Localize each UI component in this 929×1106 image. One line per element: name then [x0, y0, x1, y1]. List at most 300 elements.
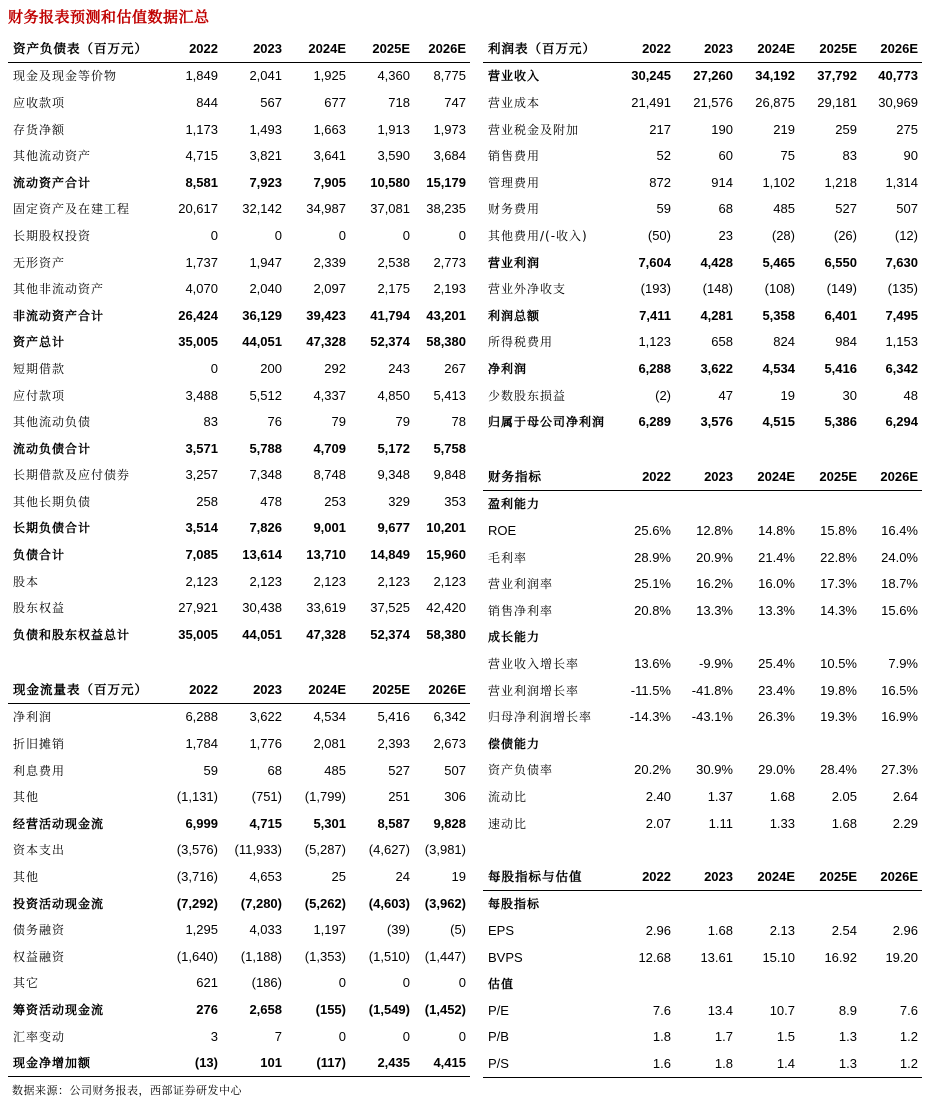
row-label: 长期负债合计 [13, 521, 92, 536]
column-header: 2025E [799, 863, 861, 890]
table-cell: 984 [835, 334, 857, 350]
table-cell: 52 [656, 148, 671, 164]
table-cell: 6,294 [885, 414, 918, 430]
table-title: 现金流量表（百万元） [8, 676, 170, 703]
table-cell: 567 [260, 94, 282, 110]
table-row [8, 329, 470, 356]
table-cell: 16.0% [758, 576, 795, 592]
table-cell: 13.3% [758, 602, 795, 618]
table-cell: 4,070 [185, 281, 218, 297]
table-row [483, 650, 922, 677]
table-cell [737, 624, 799, 651]
table-cell: 6,401 [824, 307, 857, 323]
table-cell: 90 [903, 148, 918, 164]
table-cell: 527 [835, 201, 857, 217]
table-row [8, 890, 470, 917]
table-row [483, 597, 922, 624]
row-label: 其他长期负债 [13, 494, 92, 509]
table-cell: 8,581 [185, 174, 218, 190]
table-cell: 30.9% [696, 762, 733, 778]
table-cell: 1,776 [249, 735, 282, 751]
table-cell [623, 730, 675, 757]
data-source-note: 数据来源：公司财务报表，西部证券研发中心 [12, 1084, 242, 1097]
table-cell: 1.33 [769, 815, 795, 831]
row-label: P/B [488, 1029, 509, 1045]
row-label: 估值 [488, 977, 515, 992]
row-label: 少数股东损益 [488, 388, 567, 403]
table-cell: 1,295 [185, 922, 218, 938]
table-cell: (751) [251, 789, 282, 805]
table-cell: 527 [388, 762, 410, 778]
table-cell: 3 [210, 1028, 218, 1044]
table-cell: 10,201 [426, 520, 466, 536]
table-cell: -14.3% [629, 709, 671, 725]
table-cell: 1,314 [885, 174, 918, 190]
table-cell: 20,617 [178, 201, 218, 217]
table-cell: 2,123 [433, 573, 466, 589]
table-cell: 18.7% [881, 576, 918, 592]
table-cell: 17.3% [820, 576, 857, 592]
table-cell: 1.3 [799, 1050, 861, 1077]
table-cell: 217 [649, 121, 671, 137]
row-label: 投资活动现金流 [13, 896, 105, 911]
table-cell: (50) [647, 227, 671, 243]
table-row [483, 382, 922, 409]
table-row [8, 302, 470, 329]
balance-sheet-table [8, 35, 470, 648]
table-cell: 0 [210, 227, 218, 243]
table-cell: 47,328 [306, 626, 346, 642]
row-label: 现金及现金等价物 [13, 69, 118, 84]
table-cell: 9,677 [377, 520, 410, 536]
row-label: 营业收入 [488, 69, 541, 84]
table-cell: 2,097 [313, 281, 346, 297]
table-cell: 16.2% [696, 576, 733, 592]
table-cell: 47,328 [306, 334, 346, 350]
table-cell: 27,260 [693, 68, 733, 84]
table-cell: 19.20 [885, 949, 918, 965]
table-cell: 7.9% [888, 655, 918, 671]
table-cell: 1,218 [824, 174, 857, 190]
table-cell: 2.96 [645, 922, 671, 938]
table-cell: 1,102 [762, 174, 795, 190]
table-cell: 30,969 [878, 94, 918, 110]
table-cell: 2,041 [249, 68, 282, 84]
table-row [8, 730, 470, 757]
table-cell: 9,848 [433, 467, 466, 483]
table-row [483, 997, 922, 1024]
table-cell: 79 [331, 414, 346, 430]
table-cell [623, 970, 675, 997]
table-title: 每股指标与估值 [483, 863, 623, 890]
table-cell: 16.4% [881, 522, 918, 538]
row-label: 现金净增加额 [8, 1049, 170, 1076]
table-cell: 16.5% [881, 682, 918, 698]
row-label: 其他费用/(-收入) [488, 228, 588, 243]
table-cell: 2.05 [831, 788, 857, 804]
table-cell: 4,033 [249, 922, 282, 938]
table-cell: 4,515 [762, 414, 795, 430]
row-label: 负债合计 [13, 548, 66, 563]
row-label: 股东权益 [13, 601, 66, 616]
table-row [8, 757, 470, 784]
column-header: 2025E [799, 35, 861, 62]
table-cell: 2,393 [377, 735, 410, 751]
table-cell: 9,348 [377, 467, 410, 483]
row-label: 归属于母公司净利润 [488, 415, 606, 430]
per-share-valuation-table [483, 863, 922, 1078]
row-label: 营业利润 [488, 255, 541, 270]
table-cell: 25.6% [634, 522, 671, 538]
table-cell: 5,788 [249, 440, 282, 456]
table-cell: 79 [395, 414, 410, 430]
table-cell: 4,850 [377, 387, 410, 403]
table-cell: 21.4% [758, 549, 795, 565]
column-header: 2022 [170, 35, 222, 62]
income-statement-table [483, 35, 922, 435]
table-cell: (155) [315, 1001, 346, 1017]
row-label: 营业利润增长率 [488, 683, 580, 698]
table-cell: (148) [702, 281, 733, 297]
column-header: 2024E [737, 863, 799, 890]
table-cell: 7,495 [885, 307, 918, 323]
column-header: 2025E [350, 676, 414, 703]
table-cell: -43.1% [691, 709, 733, 725]
row-label: 长期借款及应付债券 [13, 468, 131, 483]
table-header-row [483, 35, 922, 62]
table-cell: -9.9% [699, 655, 733, 671]
table-cell: 0 [458, 975, 466, 991]
table-cell: 3,257 [185, 467, 218, 483]
table-cell: 4,281 [700, 307, 733, 323]
table-cell: 14,849 [370, 547, 410, 563]
table-cell: 42,420 [426, 600, 466, 616]
row-label: 流动资产合计 [13, 175, 92, 190]
column-header: 2024E [286, 35, 350, 62]
table-cell: 2.64 [892, 788, 918, 804]
column-header: 2025E [350, 35, 414, 62]
row-label: P/E [488, 1002, 509, 1018]
table-cell: 21,576 [693, 94, 733, 110]
table-cell: 1,123 [638, 334, 671, 350]
table-cell: 7,630 [885, 254, 918, 270]
table-cell: 13,614 [242, 547, 282, 563]
table-cell: 6,289 [638, 414, 671, 430]
table-cell: 16.92 [824, 949, 857, 965]
table-cell: 1.37 [707, 788, 733, 804]
column-header: 2022 [623, 35, 675, 62]
table-cell [737, 490, 799, 517]
table-row [8, 408, 470, 435]
table-cell: 1,913 [377, 121, 410, 137]
table-cell: (149) [826, 281, 857, 297]
table-cell: (26) [833, 227, 857, 243]
table-cell: 1.6 [623, 1050, 675, 1077]
table-cell: 1,493 [249, 121, 282, 137]
table-cell: 485 [324, 762, 346, 778]
table-cell: 30,245 [631, 68, 671, 84]
table-cell: 276 [196, 1001, 218, 1017]
table-row [8, 837, 470, 864]
table-cell: 7,905 [313, 174, 346, 190]
table-cell: 914 [711, 174, 733, 190]
row-label: 长期股权投资 [13, 228, 92, 243]
table-cell: 0 [402, 227, 410, 243]
row-label: 其它 [13, 976, 40, 991]
table-cell: 5,358 [762, 307, 795, 323]
page-title: 财务报表预测和估值数据汇总 [8, 8, 210, 26]
table-cell: 14.8% [758, 522, 795, 538]
table-row [483, 757, 922, 784]
table-cell: 3,488 [185, 387, 218, 403]
table-cell: (3,962) [424, 895, 466, 911]
table-cell: (1,353) [304, 948, 346, 964]
table-cell: (1,452) [424, 1001, 466, 1017]
table-cell: 75 [780, 148, 795, 164]
table-cell: 1,663 [313, 121, 346, 137]
table-row [483, 703, 922, 730]
table-cell: 7.6 [652, 1002, 671, 1018]
table-cell: 13,710 [306, 547, 346, 563]
table-cell: 1,973 [433, 121, 466, 137]
table-cell: 29.0% [758, 762, 795, 778]
table-row [8, 488, 470, 515]
table-row [483, 810, 922, 837]
table-cell: 44,051 [242, 626, 282, 642]
table-cell [861, 970, 922, 997]
table-cell [799, 730, 861, 757]
table-row [8, 541, 470, 568]
row-label: 流动比 [488, 789, 528, 804]
table-cell: 2.07 [645, 815, 671, 831]
table-row [483, 783, 922, 810]
column-header: 2024E [737, 463, 799, 490]
table-row [483, 570, 922, 597]
table-cell: 2.29 [892, 815, 918, 831]
table-cell: 22.8% [820, 549, 857, 565]
table-cell: 1.8 [652, 1029, 671, 1045]
table-cell: 507 [444, 762, 466, 778]
table-cell: 2.40 [645, 788, 671, 804]
table-cell: 15,960 [426, 547, 466, 563]
table-cell: (2) [655, 387, 671, 403]
table-row [8, 169, 470, 196]
table-cell: 259 [835, 121, 857, 137]
table-cell: 25.4% [758, 655, 795, 671]
table-cell: 20.8% [634, 602, 671, 618]
table-cell: 3,514 [185, 520, 218, 536]
table-cell: 28.4% [820, 762, 857, 778]
table-cell: 20.9% [696, 549, 733, 565]
table-cell: 6,288 [638, 360, 671, 376]
row-label: 管理费用 [488, 175, 541, 190]
table-cell: 19.8% [820, 682, 857, 698]
table-cell: 1.68 [707, 922, 733, 938]
table-cell: (186) [251, 975, 282, 991]
table-cell: 0 [338, 975, 346, 991]
table-cell: 5,301 [313, 815, 346, 831]
table-cell: 78 [451, 414, 466, 430]
table-cell [799, 490, 861, 517]
table-row [8, 594, 470, 621]
row-label: 短期借款 [13, 361, 66, 376]
table-cell: 43,201 [426, 307, 466, 323]
table-cell: (1,549) [368, 1001, 410, 1017]
table-cell [737, 970, 799, 997]
table-cell: (12) [894, 227, 918, 243]
table-cell [737, 890, 799, 917]
table-row [483, 142, 922, 169]
table-cell: 7.6 [899, 1002, 918, 1018]
table-cell: (28) [771, 227, 795, 243]
table-cell: 3,622 [249, 709, 282, 725]
table-cell: 48 [903, 387, 918, 403]
table-cell: 4,534 [762, 360, 795, 376]
table-row [483, 355, 922, 382]
table-cell: 2.54 [831, 922, 857, 938]
table-row [8, 462, 470, 489]
table-cell: (135) [887, 281, 918, 297]
table-cell: 27,921 [178, 600, 218, 616]
table-row [483, 970, 922, 997]
table-row [8, 355, 470, 382]
table-cell [623, 890, 675, 917]
table-cell [799, 624, 861, 651]
table-cell: (3,716) [176, 868, 218, 884]
table-cell: 2,193 [433, 281, 466, 297]
table-cell: 4,709 [313, 440, 346, 456]
table-cell: (5,287) [304, 842, 346, 858]
table-cell: 478 [260, 493, 282, 509]
row-label: 利润总额 [488, 308, 541, 323]
row-label: 利息费用 [13, 763, 66, 778]
table-cell: -41.8% [691, 682, 733, 698]
table-cell: 1,947 [249, 254, 282, 270]
table-cell: 60 [718, 148, 733, 164]
table-cell: 30,438 [242, 600, 282, 616]
table-cell: 3,641 [313, 148, 346, 164]
table-cell: (1,510) [368, 948, 410, 964]
table-cell: 4,534 [313, 709, 346, 725]
table-row [483, 196, 922, 223]
table-cell: 3,590 [377, 148, 410, 164]
table-cell: (1,799) [304, 789, 346, 805]
table-cell: 1.11 [708, 815, 733, 831]
table-row [8, 621, 470, 648]
table-row [483, 624, 922, 651]
table-cell: 0 [338, 1028, 346, 1044]
table-cell: 7,411 [639, 307, 671, 323]
table-row [8, 1049, 470, 1076]
table-row [483, 890, 922, 917]
table-cell: 9,001 [313, 520, 346, 536]
table-cell: 7 [274, 1028, 282, 1044]
row-label: 资产总计 [13, 335, 66, 350]
row-label: 流动负债合计 [13, 441, 92, 456]
table-cell: 5,758 [433, 440, 466, 456]
table-cell: 1,153 [885, 334, 918, 350]
table-cell: 275 [896, 121, 918, 137]
row-label: 折旧摊销 [13, 736, 66, 751]
table-row [8, 863, 470, 890]
table-cell [675, 890, 737, 917]
table-cell: 26,424 [178, 307, 218, 323]
row-label: 财务费用 [488, 202, 541, 217]
table-cell: 35,005 [178, 626, 218, 642]
table-cell: (1,640) [176, 948, 218, 964]
table-cell: 15,179 [426, 174, 466, 190]
table-row [483, 275, 922, 302]
table-cell: 2,435 [350, 1049, 414, 1076]
table-cell: 2,123 [377, 573, 410, 589]
table-cell: 25 [331, 868, 346, 884]
table-row [483, 222, 922, 249]
table-cell: (1,447) [424, 948, 466, 964]
table-cell: 6,999 [185, 815, 218, 831]
table-cell: 58,380 [426, 334, 466, 350]
table-cell: (5,262) [304, 895, 346, 911]
table-row [8, 196, 470, 223]
table-cell: 0 [458, 1028, 466, 1044]
table-row [8, 275, 470, 302]
column-header: 2023 [675, 863, 737, 890]
table-cell: 3,684 [433, 148, 466, 164]
table-cell: 15.6% [881, 602, 918, 618]
table-cell: (11,933) [234, 842, 282, 858]
table-cell: 6,550 [824, 254, 857, 270]
row-label: ROE [488, 522, 517, 538]
row-label: 存货净额 [13, 122, 66, 137]
table-cell: 243 [388, 360, 410, 376]
table-row [483, 62, 922, 89]
table-row [8, 703, 470, 730]
table-cell: (39) [386, 922, 410, 938]
table-cell: 251 [388, 789, 410, 805]
row-label: 其他流动资产 [13, 149, 92, 164]
row-label: 固定资产及在建工程 [13, 202, 131, 217]
table-cell: 0 [210, 360, 218, 376]
table-cell: 621 [196, 975, 218, 991]
table-cell: 68 [718, 201, 733, 217]
table-cell: 2,175 [377, 281, 410, 297]
table-cell [861, 490, 922, 517]
table-cell: (4,603) [368, 895, 410, 911]
row-label: 偿债能力 [488, 736, 541, 751]
table-cell: 5,413 [433, 387, 466, 403]
table-cell: 37,792 [817, 68, 857, 84]
column-header: 2026E [861, 463, 922, 490]
table-cell: 10.5% [820, 655, 857, 671]
table-row [8, 222, 470, 249]
table-cell: 41,794 [370, 307, 410, 323]
table-cell: 1.3 [838, 1029, 857, 1045]
financial-indicators-table [483, 463, 922, 836]
table-cell: 47 [718, 387, 733, 403]
table-cell: 2,673 [433, 735, 466, 751]
table-cell: 5,386 [824, 414, 857, 430]
table-cell: 1,925 [313, 68, 346, 84]
table-cell: 38,235 [426, 201, 466, 217]
table-cell: 2,123 [185, 573, 218, 589]
table-cell: 2.96 [892, 922, 918, 938]
table-title: 财务指标 [483, 463, 623, 490]
table-cell [623, 490, 675, 517]
table-cell: 19 [780, 387, 795, 403]
row-label: 每股指标 [488, 897, 541, 912]
table-cell: 34,987 [306, 201, 346, 217]
table-cell: 507 [896, 201, 918, 217]
table-cell: 1.2 [899, 1029, 918, 1045]
